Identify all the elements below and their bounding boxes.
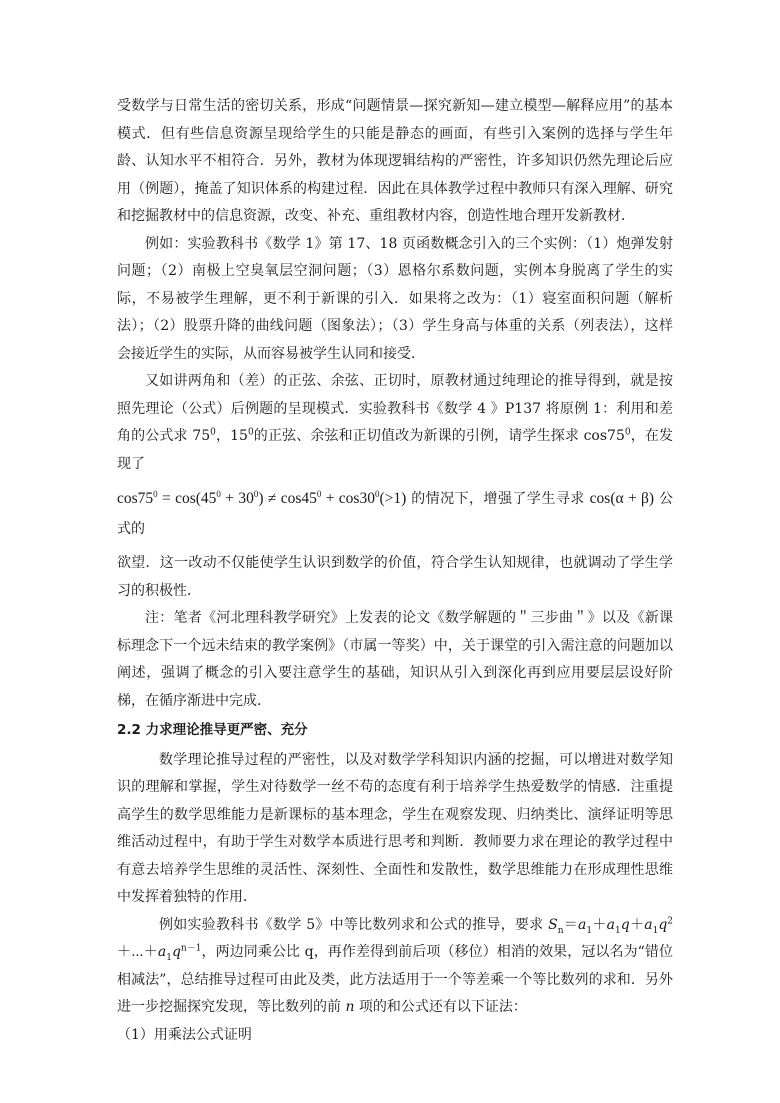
text-run: 公式的: [117, 491, 674, 537]
document-body: [117, 93, 673, 1049]
subscript: 1: [166, 952, 172, 963]
superscript: n－1: [180, 943, 202, 954]
text-run: 的正弦、余弦和正切值改为新课的引例，请学生探求 cos75: [253, 428, 625, 444]
math-var: a: [644, 916, 653, 933]
text-run: ，两边同乘公比 q，再作差得到前后项（移位）相消的效果，冠以名为“错位相减法”，总结推导过程可由此及类，此方法适用于一个等差乘一个等比数列的求和．另外进一步挖掘探究发现，等比数列的前: [117, 944, 673, 1015]
paragraph-theory: 数学理论推导过程的严密性，以及对数学学科知识内涵的挖掘，可以增进对数学知识的理解和掌握，学生对待数学一丝不苟的态度有利于培养学生热爱数学的情感．注重提高学生的数学思维能力是新课标的基本理念，学生在观察发现、归纳类比、演绎证明等思维活动过程中，有助于学生对数学本质进行思考和判断．教师要力求在理论的教学过程中有意去培养学生思维的灵活性、深刻性、全面性和发散性，数学思维能力在形成理性思维中发挥着独特的作用．: [117, 751, 673, 905]
text-run: 的情况下，增强了学生寻求: [406, 491, 590, 507]
formula: [117, 490, 406, 507]
math-run: ) ≠ cos45: [258, 490, 317, 507]
text-run: 例如实验教科书《数学 5》中等比数列求和公式的推导，要求: [159, 916, 549, 933]
paragraph-trig-conclusion: 欲望．这一改动不仅能使学生认识到数学的价值，符合学生认知规律，也就调动了学生学习的积极性．: [117, 555, 673, 599]
superscript: 0: [316, 488, 322, 499]
formula-line: [117, 484, 673, 544]
paragraph-note: 注：笔者《河北理科教学研究》上发表的论文《数学解题的＂三步曲＂》以及《新课标理念下一个远未结束的教学案例》（市属一等奖）中，关于课堂的引入需注意的问题加以阐述，强调了概念的引入要注意学生的基础，知识从引入到深化再到应用要层层设好阶梯，在循序渐进中完成．: [117, 610, 673, 709]
text-run: 项的和公式还有以下证法：: [354, 999, 527, 1015]
section-heading: 2.2 力求理论推导更严密、充分: [117, 722, 308, 738]
math-run: cos75: [117, 490, 154, 507]
math-run: + 30: [220, 490, 254, 507]
math-run: (>1): [379, 490, 407, 507]
text-run: ，在发现了: [117, 428, 674, 472]
superscript: 0: [247, 427, 254, 438]
superscript: 0: [216, 488, 221, 499]
text-run: ＋: [592, 916, 607, 933]
paragraph-intro-continuation: 受数学与日常生活的密切关系，形成“问题情景—探究新知—建立模型—解释应用”的基本模式．但有些信息资源呈现给学生的只能是静态的画面，有些引入案例的选择与学生年龄、认知水平不相符合．另外，教材为体现逻辑结构的严密性，许多知识仍然先理论后应用（例题），掩盖了知识体系的构建过程．因此在具体教学过程中教师只有深入理解、研究和挖掘教材中的信息资源，改变、补充、重组教材内容，创造性地合理开发新教材．: [117, 98, 673, 224]
text-run: 又如讲两角和（差）的正弦、余弦、正切时，原教材通过纯理论的推导得到，就是按照先理论（公式）后例题的呈现模式．实验教科书《数学 4 》P137 将原例 1：利用和差角的公式求 75: [117, 373, 673, 444]
math-var: a: [606, 916, 616, 933]
superscript: 0: [153, 488, 158, 499]
subscript: n: [557, 925, 564, 936]
math-var: a: [578, 916, 587, 933]
subscript: 1: [652, 925, 659, 936]
paragraph-trig-example: [117, 368, 673, 478]
math-var: a: [157, 944, 167, 960]
superscript: 0: [374, 488, 380, 499]
math-var: q: [658, 916, 668, 933]
text-run: ＋⋯: [117, 944, 144, 960]
superscript: 2: [667, 915, 674, 926]
text-run: ＋: [629, 916, 645, 933]
math-var: q: [620, 916, 630, 933]
text-run: ＝: [563, 916, 579, 933]
superscript: 0: [253, 488, 259, 499]
math-var: S: [548, 916, 558, 933]
subscript: 1: [586, 925, 593, 936]
math-var: n: [345, 999, 355, 1015]
math-var: q: [171, 944, 181, 960]
text-run: ＋: [143, 944, 158, 960]
math-run: = cos(45: [157, 490, 217, 507]
superscript: 0: [210, 427, 216, 438]
list-item-proof-1: （1）用乘法公式证明: [117, 1026, 252, 1043]
math-run: + cos30: [321, 490, 375, 507]
text-run: ，15: [215, 428, 248, 444]
formula-cos-sum: cos(α + β): [589, 490, 655, 507]
paragraph-function-example: 例如：实验教科书《数学 1》第 17、18 页函数概念引入的三个实例：（1）炮弹发射问题；（2）南极上空臭氧层空洞问题；（3）恩格尔系数问题，实例本身脱离了学生的实际，不易被学生理解，更不利于新课的引入．如果将之改为：（1）寝室面积问题（解析法）；（2）股票升降的曲线问题（图象法）；（3）学生身高与体重的关系（列表法），这样会接近学生的实际，从而容易被学生认同和接受．: [117, 235, 673, 362]
subscript: 1: [615, 925, 621, 936]
paragraph-geometric-series: [117, 912, 673, 1022]
superscript: 0: [624, 427, 631, 438]
